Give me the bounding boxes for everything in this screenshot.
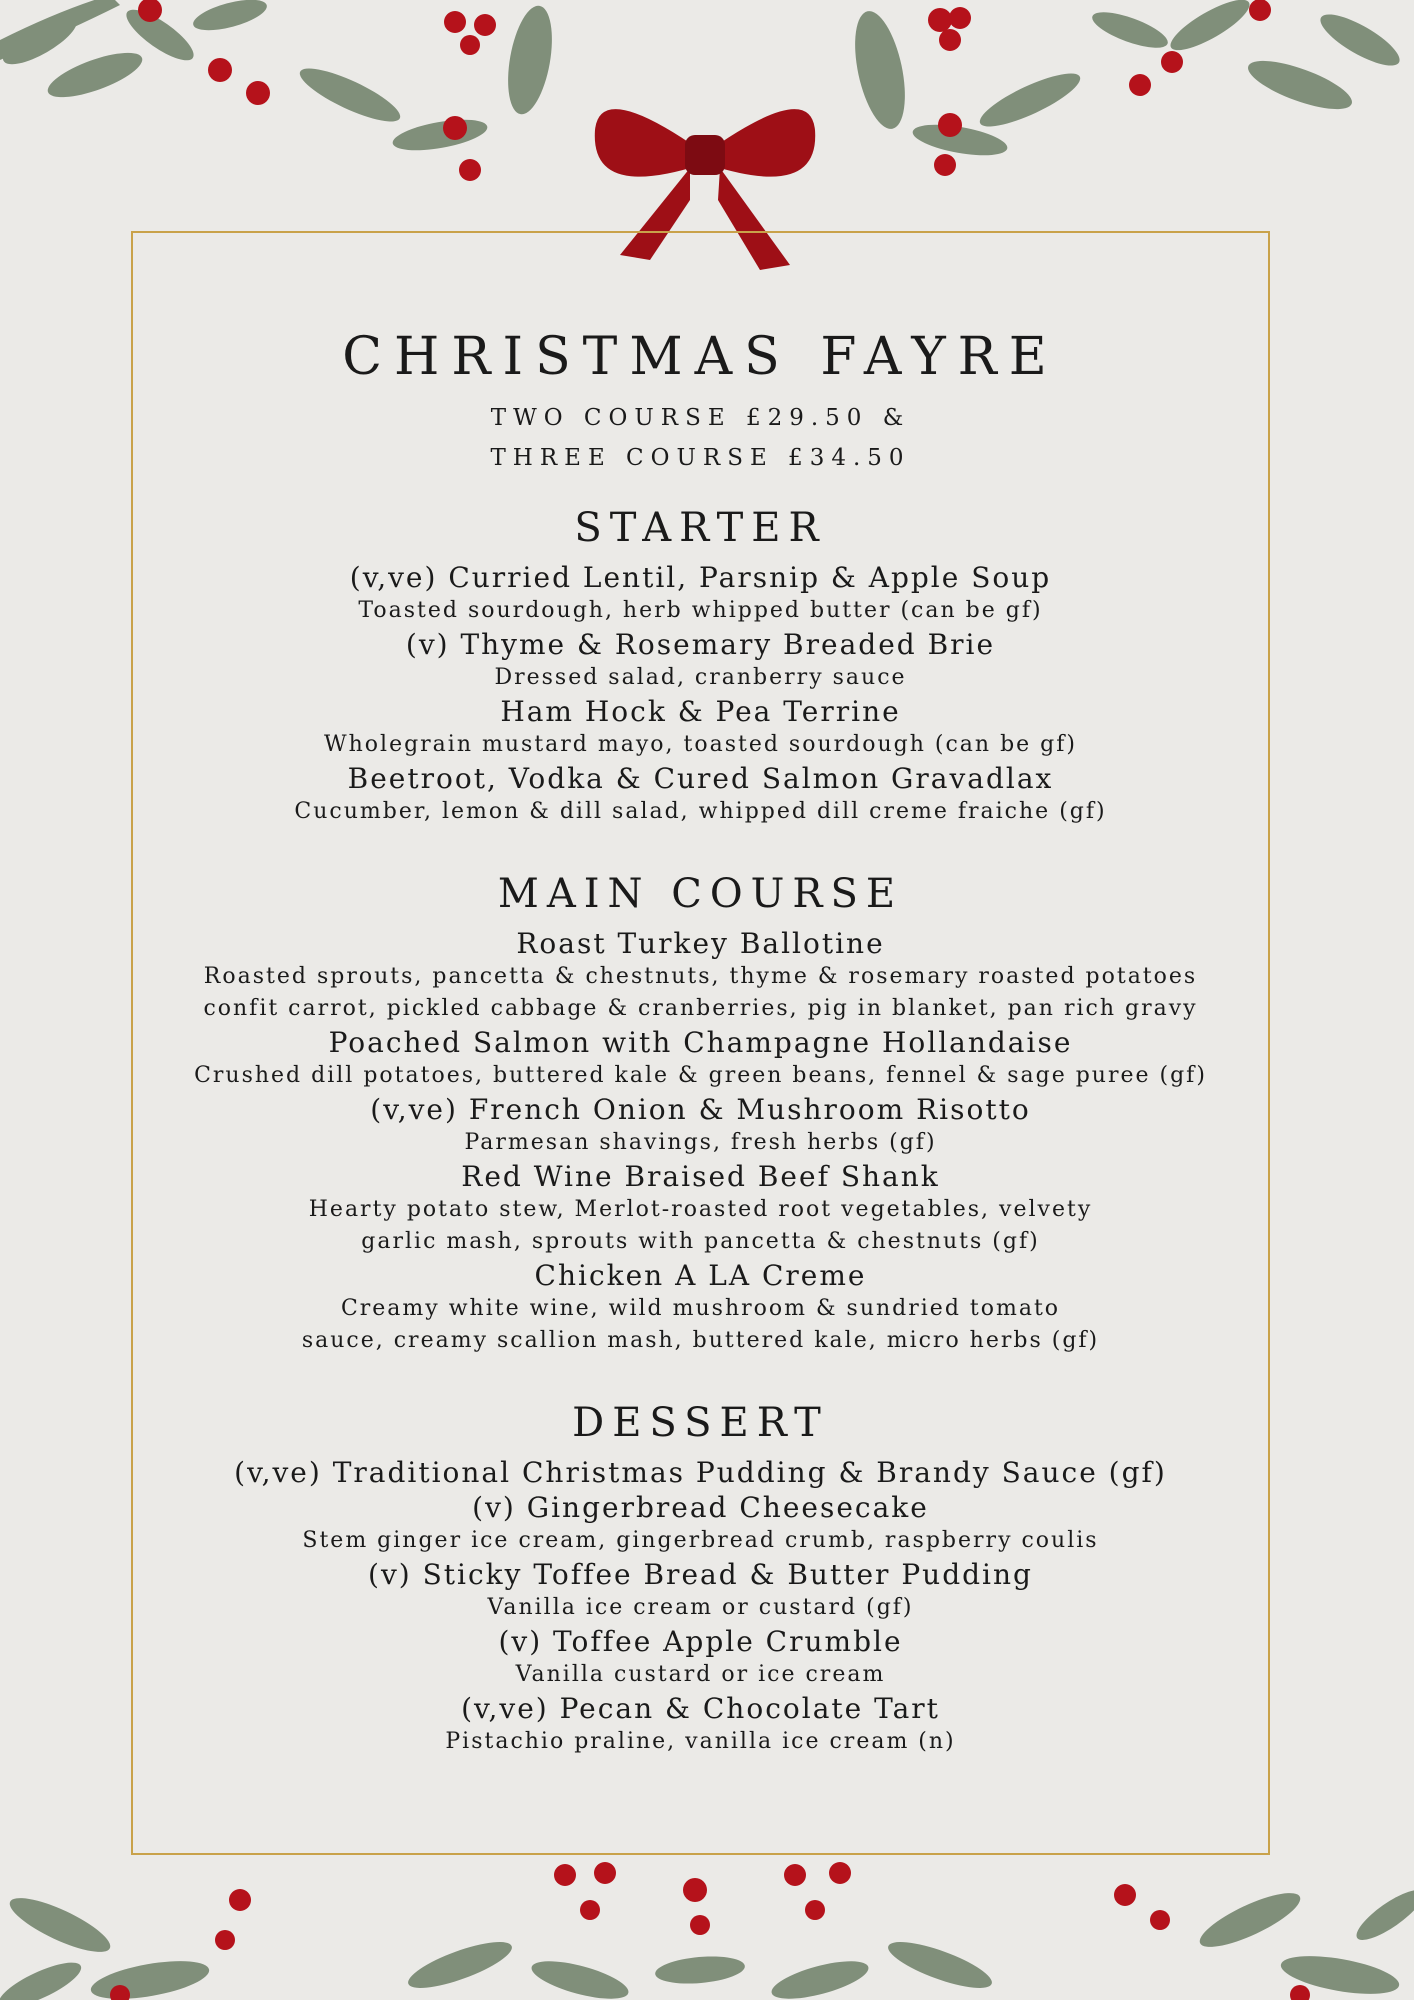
dish-name: (v,ve) Curried Lentil, Parsnip & Apple Soup (349, 561, 1052, 595)
section-dessert (131, 1401, 1270, 1758)
dish-name: Poached Salmon with Champagne Hollandaise (328, 1026, 1073, 1060)
holly-garland-bottom (0, 1855, 1414, 2000)
price-line-three-course: THREE COURSE £34.50 (490, 445, 911, 472)
dish-name: (v,ve) Pecan & Chocolate Tart (461, 1692, 940, 1726)
dish-description: Stem ginger ice cream, gingerbread crumb, raspberry coulis (302, 1528, 1099, 1554)
dish-description: sauce, creamy scallion mash, buttered kale, micro herbs (gf) (301, 1328, 1100, 1354)
section-main-course (131, 872, 1270, 1357)
dish-description: Parmesan shavings, fresh herbs (gf) (464, 1130, 937, 1156)
section-heading: STARTER (574, 505, 827, 552)
dish-description: Cucumber, lemon & dill salad, whipped dill creme fraiche (gf) (294, 799, 1107, 825)
dish-description: Pistachio praline, vanilla ice cream (n) (445, 1729, 956, 1755)
dish-description: garlic mash, sprouts with pancetta & chestnuts (gf) (361, 1229, 1040, 1255)
section-starter (131, 506, 1270, 828)
dish-name: (v) Gingerbread Cheesecake (472, 1491, 929, 1525)
section-heading: DESSERT (572, 1400, 829, 1447)
dish-description: Vanilla ice cream or custard (gf) (487, 1595, 914, 1621)
dish-description: Crushed dill potatoes, buttered kale & green beans, fennel & sage puree (gf) (194, 1063, 1207, 1089)
dish-name: (v) Sticky Toffee Bread & Butter Pudding (368, 1558, 1033, 1592)
menu-content (131, 231, 1270, 1758)
menu-title: CHRISTMAS FAYRE (342, 327, 1059, 387)
dish-name: Red Wine Braised Beef Shank (461, 1160, 940, 1194)
leaf-sprig-bottom (0, 1882, 1414, 2000)
dish-description: Roasted sprouts, pancetta & chestnuts, thyme & rosemary roasted potatoes (203, 964, 1198, 990)
dish-name: Chicken A LA Creme (534, 1259, 867, 1293)
dish-name: (v,ve) Traditional Christmas Pudding & Brandy Sauce (gf) (234, 1456, 1167, 1490)
dish-description: Wholegrain mustard mayo, toasted sourdough (can be gf) (324, 732, 1077, 758)
dish-name: Beetroot, Vodka & Cured Salmon Gravadlax (347, 762, 1054, 796)
dish-description: Creamy white wine, wild mushroom & sundried tomato (340, 1296, 1061, 1322)
dish-name: (v) Thyme & Rosemary Breaded Brie (405, 628, 996, 662)
price-line-two-course: TWO COURSE £29.50 & (490, 405, 911, 432)
dish-name: (v,ve) French Onion & Mushroom Risotto (370, 1093, 1031, 1127)
dish-name: Roast Turkey Ballotine (516, 927, 885, 961)
dish-description: Vanilla custard or ice cream (515, 1662, 886, 1688)
dish-name: (v) Toffee Apple Crumble (498, 1625, 903, 1659)
dish-description: Toasted sourdough, herb whipped butter (can be gf) (358, 598, 1043, 624)
dish-description: Dressed salad, cranberry sauce (494, 665, 907, 691)
dish-name: Ham Hock & Pea Terrine (500, 695, 901, 729)
section-heading: MAIN COURSE (497, 871, 904, 918)
dish-description: confit carrot, pickled cabbage & cranberries, pig in blanket, pan rich gravy (203, 996, 1198, 1022)
dish-description: Hearty potato stew, Merlot-roasted root vegetables, velvety (308, 1197, 1093, 1223)
